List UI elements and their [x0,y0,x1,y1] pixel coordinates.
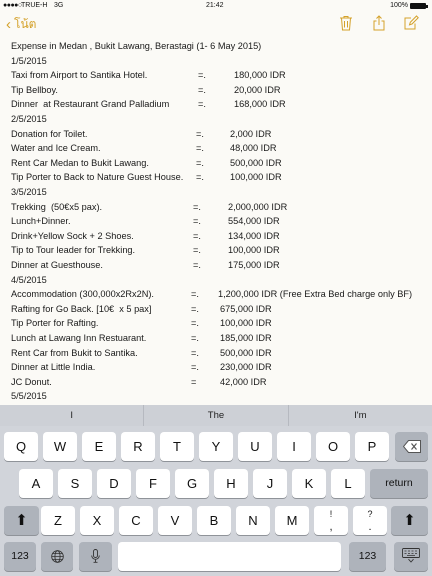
expense-line [11,288,426,301]
expense-separator: =. [191,347,199,358]
expense-description: Rent Car Medan to Bukit Lawang. [11,157,149,168]
key-alt-char: ? [367,509,373,519]
expense-line [11,69,426,82]
backspace-key[interactable] [395,432,428,461]
key-b[interactable]: B [197,506,231,535]
period-key[interactable] [353,506,387,535]
shift-key-left[interactable] [4,506,39,535]
expense-description: Accommodation (300,000x2Rx2N). [11,289,154,300]
expense-line [11,230,426,243]
expense-description: Lunch at Lawang Inn Restuarant. [11,333,147,343]
expense-separator: =. [191,318,199,329]
key-m[interactable]: M [275,506,309,535]
expense-amount: 230,000 IDR [220,362,272,373]
expense-line [11,361,426,374]
expense-amount: 675,000 IDR [220,303,272,314]
hide-keyboard-key[interactable] [394,542,428,571]
expense-amount: 2,000 IDR [230,128,272,139]
key-f[interactable]: F [136,469,170,498]
expense-description: Tip to Tour leader for Trekking. [11,245,136,256]
expense-amount: 134,000 IDR [228,230,280,241]
key-v[interactable]: V [158,506,192,535]
compose-icon[interactable] [404,15,419,30]
key-h[interactable]: H [214,469,248,498]
expense-amount: 42,000 IDR [220,376,267,387]
keyboard-dismiss-icon [402,548,420,563]
key-main-char: . [368,521,372,533]
network-type: 3G [54,2,64,9]
note-title: Expense in Medan , Bukit Lawang, Berastagi (1- 6 May 2015) [11,41,262,51]
expense-separator: =. [191,362,199,373]
expense-separator: =. [198,99,206,110]
key-i[interactable]: I [277,432,311,461]
expense-line [11,201,426,214]
microphone-icon [91,549,100,563]
shift-key-right[interactable] [391,506,428,535]
expense-line [11,157,426,170]
share-icon[interactable] [372,15,386,31]
keyboard [0,426,432,576]
expense-separator: =. [193,245,201,256]
key-y[interactable]: Y [199,432,233,461]
key-c[interactable]: C [119,506,153,535]
expense-amount: 20,000 IDR [234,84,281,95]
expense-separator: =. [196,143,204,154]
expense-description: Rafting for Go Back. [10€ x 5 pax] [11,303,152,314]
expense-separator: =. [196,128,204,139]
expense-amount: 2,000,000 IDR [228,201,288,212]
key-w[interactable]: W [43,432,77,461]
expense-line [11,332,426,345]
key-p[interactable]: P [355,432,389,461]
clock: 21:42 [206,2,224,9]
carrier-name: TRUE-H [21,2,48,9]
back-button-label: โน้ต [14,17,37,31]
expense-amount: 185,000 IDR [220,333,272,343]
key-j[interactable]: J [253,469,287,498]
expense-separator: =. [191,303,199,314]
key-u[interactable]: U [238,432,272,461]
expense-line [11,303,426,316]
expense-line [11,215,426,228]
expense-amount: 48,000 IDR [230,143,277,154]
key-x[interactable]: X [80,506,114,535]
expense-amount: 500,000 IDR [230,157,282,168]
expense-separator: =. [193,260,201,270]
expense-separator: =. [196,157,204,168]
shift-arrow-icon: ⬆ [403,512,416,529]
expense-amount: 175,000 IDR [228,260,280,270]
key-s[interactable]: S [58,469,92,498]
key-k[interactable]: K [292,469,326,498]
globe-key[interactable] [41,542,73,571]
expense-separator: =. [193,230,201,241]
key-g[interactable]: G [175,469,209,498]
expense-amount: 100,000 IDR [228,245,280,256]
expense-description: Drink+Yellow Sock + 2 Shoes. [11,230,134,241]
expense-description: Lunch+Dinner. [11,216,71,227]
navigation-bar [0,12,432,34]
backspace-icon [403,440,421,453]
trash-icon[interactable] [339,15,353,31]
expense-separator: =. [191,289,199,300]
expense-line [11,171,426,184]
expense-separator: = [191,376,197,387]
expense-description: Rent Car from Bukit to Santika. [11,347,138,358]
key-alt-char: ! [329,509,333,519]
expense-line [11,376,426,389]
expense-separator: =. [191,333,199,343]
expense-description: Dinner at Little India. [11,362,96,373]
signal-strength: ●●●●○ [3,2,22,9]
return-key[interactable]: return [370,469,428,498]
expense-separator: =. [198,70,206,81]
space-key[interactable] [118,542,341,571]
expense-separator: =. [198,84,206,95]
expense-line [11,142,426,155]
battery-percent: 100% [390,2,408,9]
note-date: 1/5/2015 [11,55,47,66]
expense-line [11,84,426,97]
expense-description: Tip Porter for Rafting. [11,318,99,329]
key-n[interactable]: N [236,506,270,535]
expense-line [11,98,426,111]
expense-description: Tip Bellboy. [11,84,58,95]
key-r[interactable]: R [121,432,155,461]
dictation-key[interactable] [79,542,112,571]
key-z[interactable]: Z [41,506,75,535]
numbers-key-right[interactable]: 123 [349,542,386,571]
expense-description: Tip Porter to Back to Nature Guest House. [11,172,184,183]
note-date: 4/5/2015 [11,274,47,285]
expense-amount: 554,000 IDR [228,216,280,227]
expense-description: Dinner at Guesthouse. [11,260,103,270]
key-a[interactable]: A [19,469,53,498]
status-bar [0,0,432,12]
globe-icon [51,550,64,563]
expense-line [11,259,426,272]
suggestion-3[interactable]: I'm [354,410,367,421]
expense-description: Water and Ice Cream. [11,143,101,154]
expense-amount: 180,000 IDR [234,70,286,81]
key-main-char: , [329,521,333,533]
expense-description: Dinner at Restaurant Grand Palladium [11,99,170,110]
battery-icon [410,3,426,9]
expense-amount: 100,000 IDR [220,318,272,329]
comma-key[interactable] [314,506,348,535]
expense-line [11,244,426,257]
note-date: 5/5/2015 [11,391,47,402]
expense-amount: 168,000 IDR [234,99,286,110]
key-l[interactable]: L [331,469,365,498]
note-date: 3/5/2015 [11,187,47,197]
expense-description: Trekking (50€x5 pax). [11,201,103,212]
expense-separator: =. [193,216,201,227]
expense-description: Donation for Toilet. [11,128,88,139]
note-date: 2/5/2015 [11,114,47,124]
key-t[interactable]: T [160,432,194,461]
expense-separator: =. [193,201,201,212]
key-o[interactable]: O [316,432,350,461]
numbers-key-left[interactable]: 123 [4,542,36,571]
expense-separator: =. [196,172,204,183]
suggestion-2[interactable]: The [144,405,288,426]
suggestion-1[interactable]: I [0,405,144,426]
expense-amount: 500,000 IDR [220,347,272,358]
predictive-text-bar [0,405,432,426]
chevron-left-icon: ‹ [6,16,11,33]
key-e[interactable]: E [82,432,116,461]
expense-description: JC Donut. [11,376,52,387]
expense-description: Taxi from Airport to Santika Hotel. [11,70,148,81]
expense-line [11,347,426,360]
expense-line [11,317,426,330]
back-button[interactable] [6,15,36,34]
key-d[interactable]: D [97,469,131,498]
key-q[interactable]: Q [4,432,38,461]
expense-amount: 1,200,000 IDR (Free Extra Bed charge only BF) [218,289,413,300]
expense-amount: 100,000 IDR [230,172,282,183]
shift-arrow-icon: ⬆ [15,512,28,529]
expense-line [11,128,426,141]
